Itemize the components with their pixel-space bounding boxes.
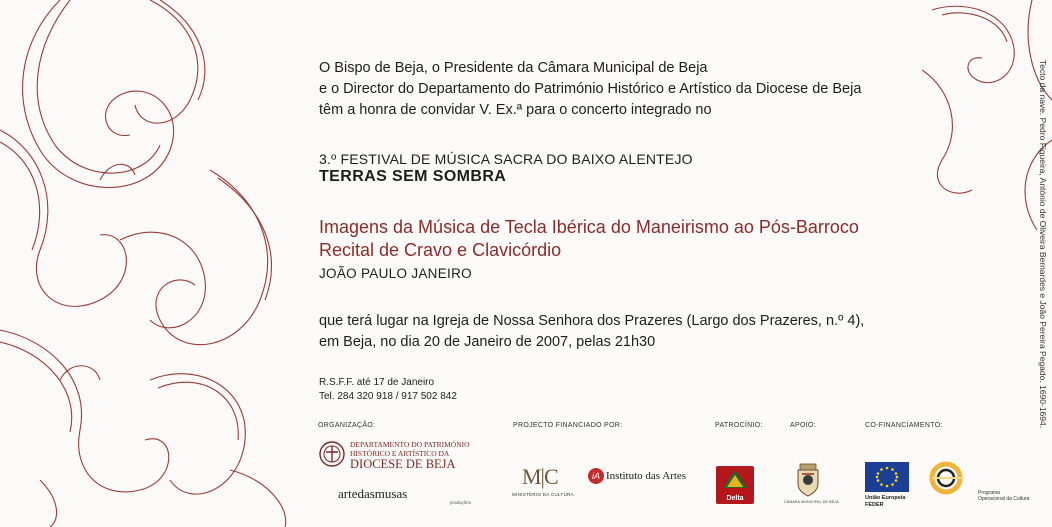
- apoio-caption: CÂMARA MUNICIPAL DE BEJA: [784, 500, 839, 504]
- rsvp-deadline: R.S.F.F. até 17 de Janeiro: [319, 377, 435, 388]
- cofinanciamento-label: CO-FINANCIAMENTO:: [865, 422, 943, 429]
- projecto-label: PROJECTO FINANCIADO POR:: [513, 422, 623, 429]
- invitation-text: [319, 58, 861, 121]
- delta-logo: [716, 466, 754, 504]
- diocese-logo-line-2: HISTÓRICO E ARTÍSTICO DA: [350, 449, 450, 458]
- program-block: [319, 216, 859, 262]
- diocese-logo-line-1: DEPARTAMENTO DO PATRIMÓNIO: [350, 440, 470, 449]
- diocese-logo-text: [350, 440, 470, 471]
- diocese-seal-icon: [318, 440, 346, 468]
- venue-line-2: em Beja, no dia 20 de Janeiro de 2007, pelas 21h30: [319, 334, 656, 350]
- mc-logo: M|C: [522, 464, 558, 489]
- image-credits: Tecto da nave. Pedro Figueira, António de Oliveira Bernardes e João Pereira Pegado. 1690-1694.: [1038, 60, 1048, 429]
- festival-edition: 3.º FESTIVAL DE MÚSICA SACRA DO BAIXO ALENTEJO: [319, 151, 693, 167]
- instituto-artes-icon: iA: [588, 468, 604, 484]
- poc-logo-icon: [928, 460, 970, 496]
- invitation-line-1: O Bispo de Beja, o Presidente da Câmara Municipal de Beja: [319, 60, 708, 76]
- patrocinio-label: PATROCÍNIO:: [715, 422, 763, 429]
- invitation-line-2: e o Director do Departamento do Património Histórico e Artístico da Diocese de Beja: [319, 81, 862, 97]
- delta-label: Delta: [726, 495, 744, 502]
- artedasmusas-sub: produções: [450, 500, 472, 505]
- ue-caption-line-2: FEDER: [865, 501, 884, 508]
- venue-text: [319, 311, 864, 353]
- program-title: Imagens da Música de Tecla Ibérica do Maneirismo ao Pós-Barroco: [319, 217, 859, 237]
- venue-line-1: que terá lugar na Igreja de Nossa Senhora dos Prazeres (Largo dos Prazeres, n.º 4),: [319, 313, 865, 329]
- organizacao-label: ORGANIZAÇÃO:: [318, 422, 376, 429]
- poc-caption: [978, 490, 1029, 502]
- instituto-artes-logo: Instituto das Artes: [606, 470, 687, 482]
- rsvp-info: [319, 376, 457, 404]
- delta-triangle-icon: [716, 466, 754, 490]
- festival-heading: [319, 150, 693, 186]
- artedasmusas-logo: artedasmusas: [338, 486, 408, 501]
- ue-caption-line-1: União Europeia: [865, 495, 906, 501]
- beja-coat-of-arms-icon: [793, 462, 823, 498]
- apoio-label: APOIO:: [790, 422, 816, 429]
- diocese-logo-line-3: DIOCESE DE BEJA: [350, 457, 456, 471]
- eu-flag-icon: [865, 462, 909, 492]
- poc-caption-line-1: Programa: [978, 490, 1000, 496]
- sponsor-strip: [300, 420, 1052, 527]
- ue-caption: [865, 495, 905, 508]
- performer-name: JOÃO PAULO JANEIRO: [319, 266, 472, 281]
- festival-name: TERRAS SEM SOMBRA: [319, 168, 507, 185]
- program-subtitle: Recital de Cravo e Clavicórdio: [319, 240, 562, 260]
- ministerio-caption: MINISTÉRIO DA CULTURA: [512, 492, 574, 497]
- rsvp-phone: Tel. 284 320 918 / 917 502 842: [319, 391, 457, 402]
- invitation-line-3: têm a honra de convidar V. Ex.ª para o concerto integrado no: [319, 102, 712, 118]
- poc-caption-line-2: Operacional da Cultura: [978, 496, 1030, 502]
- left-ornament: [0, 0, 300, 527]
